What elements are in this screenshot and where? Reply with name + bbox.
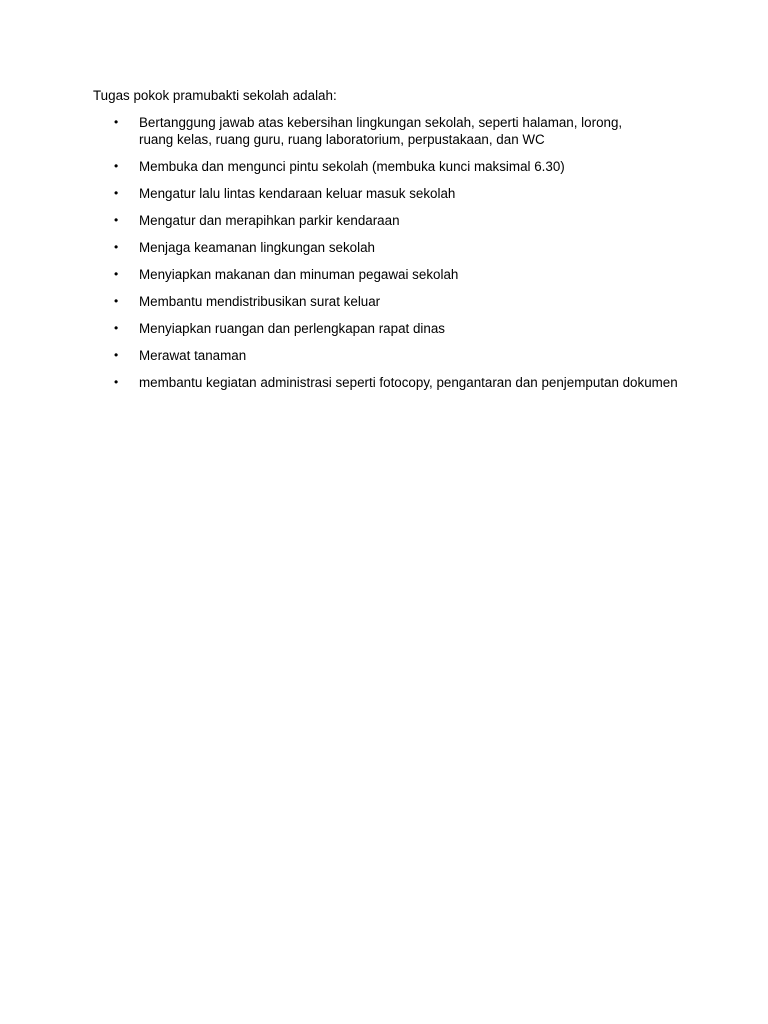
bullet-icon: •: [114, 159, 119, 173]
list-item: [93, 239, 659, 256]
list-item-text: Menyiapkan makanan dan minuman pegawai sekolah: [139, 267, 459, 282]
list-item-text: Merawat tanaman: [139, 348, 247, 363]
bullet-icon: •: [114, 186, 119, 200]
bullet-icon: •: [114, 294, 119, 308]
list-item-text: Bertanggung jawab atas kebersihan lingkungan sekolah, seperti halaman, lorong, ruang kelas, ruang guru, ruang laboratorium, perpustakaan, dan WC: [139, 115, 623, 147]
bullet-icon: •: [114, 375, 119, 389]
document-body: [93, 87, 693, 401]
list-item: [93, 266, 659, 283]
intro-text: Tugas pokok pramubakti sekolah adalah:: [93, 88, 337, 103]
bullet-icon: •: [114, 115, 119, 129]
bullet-icon: •: [114, 348, 119, 362]
list-item-text: Membantu mendistribusikan surat keluar: [139, 294, 381, 309]
list-item: [93, 158, 659, 175]
list-item-text: membantu kegiatan administrasi seperti fotocopy, pengantaran dan penjemputan dokumen: [139, 375, 678, 390]
bullet-icon: •: [114, 213, 119, 227]
list-item: [93, 212, 659, 229]
list-item-text: Menjaga keamanan lingkungan sekolah: [139, 240, 375, 255]
list-item: [93, 320, 659, 337]
list-item: [93, 374, 699, 391]
task-list: [93, 114, 693, 391]
bullet-icon: •: [114, 321, 119, 335]
list-item-text: Menyiapkan ruangan dan perlengkapan rapat dinas: [139, 321, 445, 336]
bullet-icon: •: [114, 267, 119, 281]
list-item: [93, 185, 659, 202]
bullet-icon: •: [114, 240, 119, 254]
list-item-text: Mengatur lalu lintas kendaraan keluar masuk sekolah: [139, 186, 456, 201]
list-item: [93, 293, 659, 310]
list-item-text: Mengatur dan merapihkan parkir kendaraan: [139, 213, 400, 228]
list-item: [93, 347, 659, 364]
list-item-text: Membuka dan mengunci pintu sekolah (membuka kunci maksimal 6.30): [139, 159, 565, 174]
list-item: [93, 114, 659, 148]
